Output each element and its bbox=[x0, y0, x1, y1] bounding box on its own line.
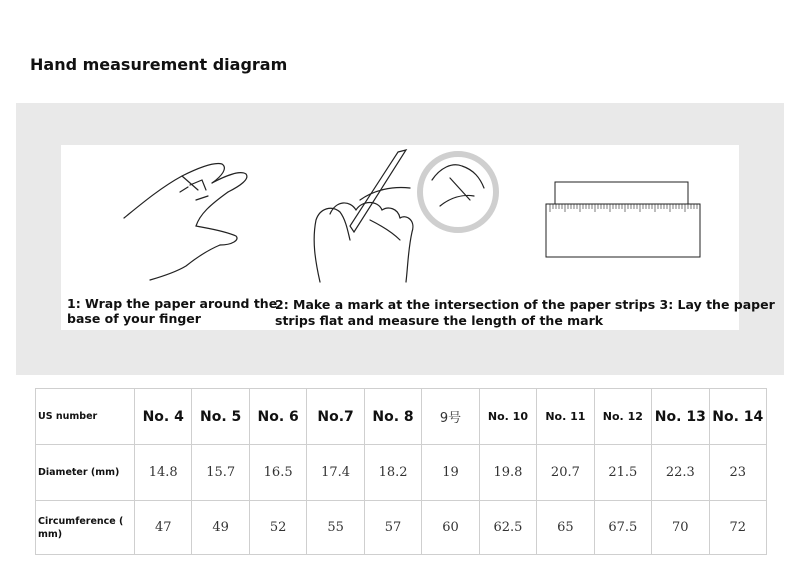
size-cell: No. 11 bbox=[537, 389, 594, 445]
size-cell: No. 12 bbox=[594, 389, 651, 445]
circumference-row bbox=[36, 501, 767, 555]
circumference-cell: 47 bbox=[135, 501, 192, 555]
page-title: Hand measurement diagram bbox=[30, 55, 288, 74]
circumference-cell: 67.5 bbox=[594, 501, 651, 555]
circumference-label bbox=[36, 501, 135, 555]
size-cell: No. 13 bbox=[652, 389, 709, 445]
size-header-row bbox=[36, 389, 767, 445]
diameter-label: Diameter (mm) bbox=[36, 445, 135, 501]
circumference-cell: 49 bbox=[192, 501, 249, 555]
diameter-cell: 14.8 bbox=[135, 445, 192, 501]
circumference-cell: 72 bbox=[709, 501, 766, 555]
size-cell: 9号 bbox=[422, 389, 479, 445]
size-cell: No. 5 bbox=[192, 389, 249, 445]
size-cell: No. 8 bbox=[364, 389, 421, 445]
circumference-cell: 70 bbox=[652, 501, 709, 555]
circumference-cell: 60 bbox=[422, 501, 479, 555]
diameter-cell: 20.7 bbox=[537, 445, 594, 501]
diameter-cell: 16.5 bbox=[249, 445, 306, 501]
diameter-cell: 21.5 bbox=[594, 445, 651, 501]
size-cell: No. 4 bbox=[135, 389, 192, 445]
circumference-label-line1: Circumference ( bbox=[38, 515, 124, 527]
diameter-cell: 23 bbox=[709, 445, 766, 501]
diameter-cell: 18.2 bbox=[364, 445, 421, 501]
hand-wrap-illustration bbox=[124, 164, 247, 280]
size-cell: No.7 bbox=[307, 389, 364, 445]
hand-mark-illustration bbox=[314, 150, 496, 282]
size-cell: No. 10 bbox=[479, 389, 536, 445]
size-table bbox=[35, 388, 767, 555]
circumference-cell: 55 bbox=[307, 501, 364, 555]
step2-caption-line1: 2: Make a mark at the intersection of the paper strips 3: Lay the paper bbox=[275, 297, 775, 312]
circumference-cell: 52 bbox=[249, 501, 306, 555]
diameter-cell: 22.3 bbox=[652, 445, 709, 501]
step1-caption-line1: 1: Wrap the paper around the bbox=[67, 296, 278, 311]
circumference-label-line2: mm) bbox=[38, 528, 63, 540]
step1-caption-line2: base of your finger bbox=[67, 311, 201, 326]
diameter-cell: 17.4 bbox=[307, 445, 364, 501]
us-number-label: US number bbox=[36, 389, 135, 445]
diameter-cell: 19 bbox=[422, 445, 479, 501]
circumference-cell: 62.5 bbox=[479, 501, 536, 555]
ruler-illustration bbox=[546, 182, 700, 257]
diameter-cell: 15.7 bbox=[192, 445, 249, 501]
size-cell: No. 14 bbox=[709, 389, 766, 445]
size-cell: No. 6 bbox=[249, 389, 306, 445]
diameter-cell: 19.8 bbox=[479, 445, 536, 501]
circumference-cell: 57 bbox=[364, 501, 421, 555]
diameter-row bbox=[36, 445, 767, 501]
circumference-cell: 65 bbox=[537, 501, 594, 555]
step2-caption-line2: strips flat and measure the length of the mark bbox=[275, 313, 604, 328]
